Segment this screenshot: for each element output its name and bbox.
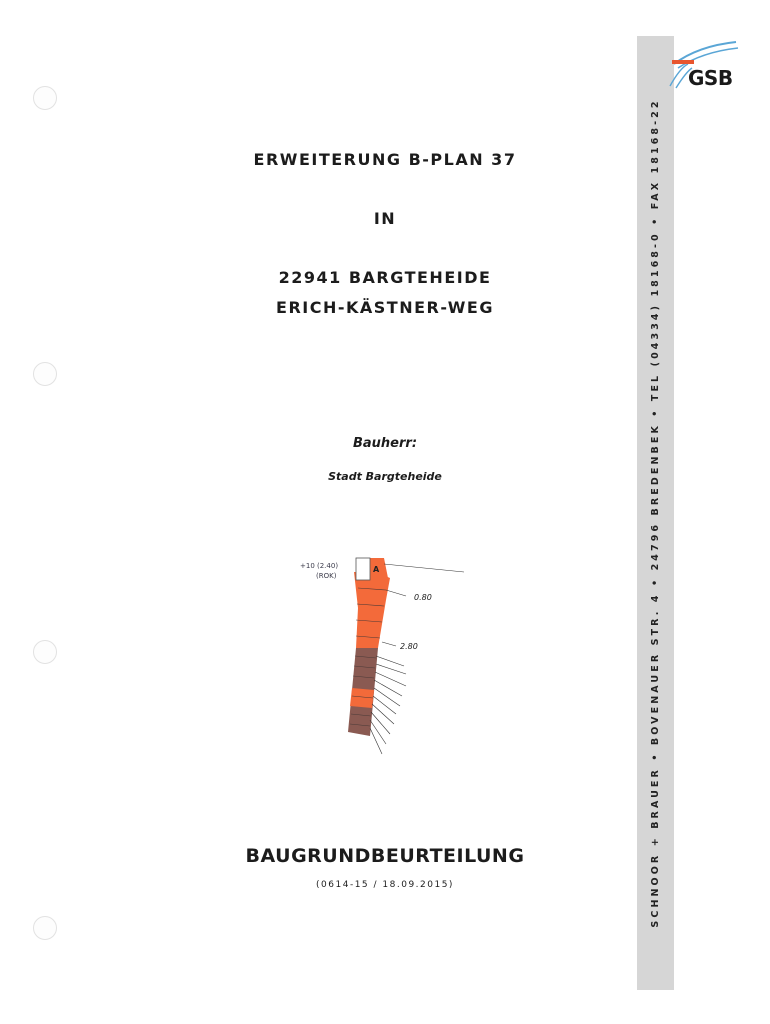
title-preposition: IN [373, 209, 397, 228]
drawing-marker-a: A [373, 565, 380, 574]
location-city: 22941 BARGTEHEIDE [278, 268, 492, 287]
company-address-text: SCHNOOR + BRAUER • BOVENAUER STR. 4 • 24796 BREDENBEK • TEL (04334) 18168-0 • FAX 18168-22 [650, 98, 661, 928]
drawing-label-top-left: +10 (2.40) [300, 562, 339, 570]
punch-hole-1 [33, 86, 57, 110]
punch-hole-3 [33, 640, 57, 664]
borehole-column-white-box [356, 558, 370, 580]
location-street: ERICH-KÄSTNER-WEG [276, 298, 494, 317]
project-title: ERWEITERUNG B-PLAN 37 [253, 150, 517, 169]
report-reference: (0614-15 / 18.09.2015) [316, 880, 454, 890]
drawing-depth-2: 2.80 [400, 642, 418, 651]
borehole-column-orange [354, 572, 390, 648]
drawing-label-top-left-sub: (ROK) [316, 572, 337, 580]
logo-text: GSB [688, 66, 733, 90]
client-name: Stadt Bargteheide [328, 470, 442, 483]
client-label: Bauherr: [352, 436, 418, 451]
borehole-drawing [296, 548, 476, 768]
drawing-depth-1: 0.80 [414, 593, 432, 602]
punch-hole-4 [33, 916, 57, 940]
report-title: BAUGRUNDBEURTEILUNG [245, 845, 525, 867]
punch-hole-2 [33, 362, 57, 386]
